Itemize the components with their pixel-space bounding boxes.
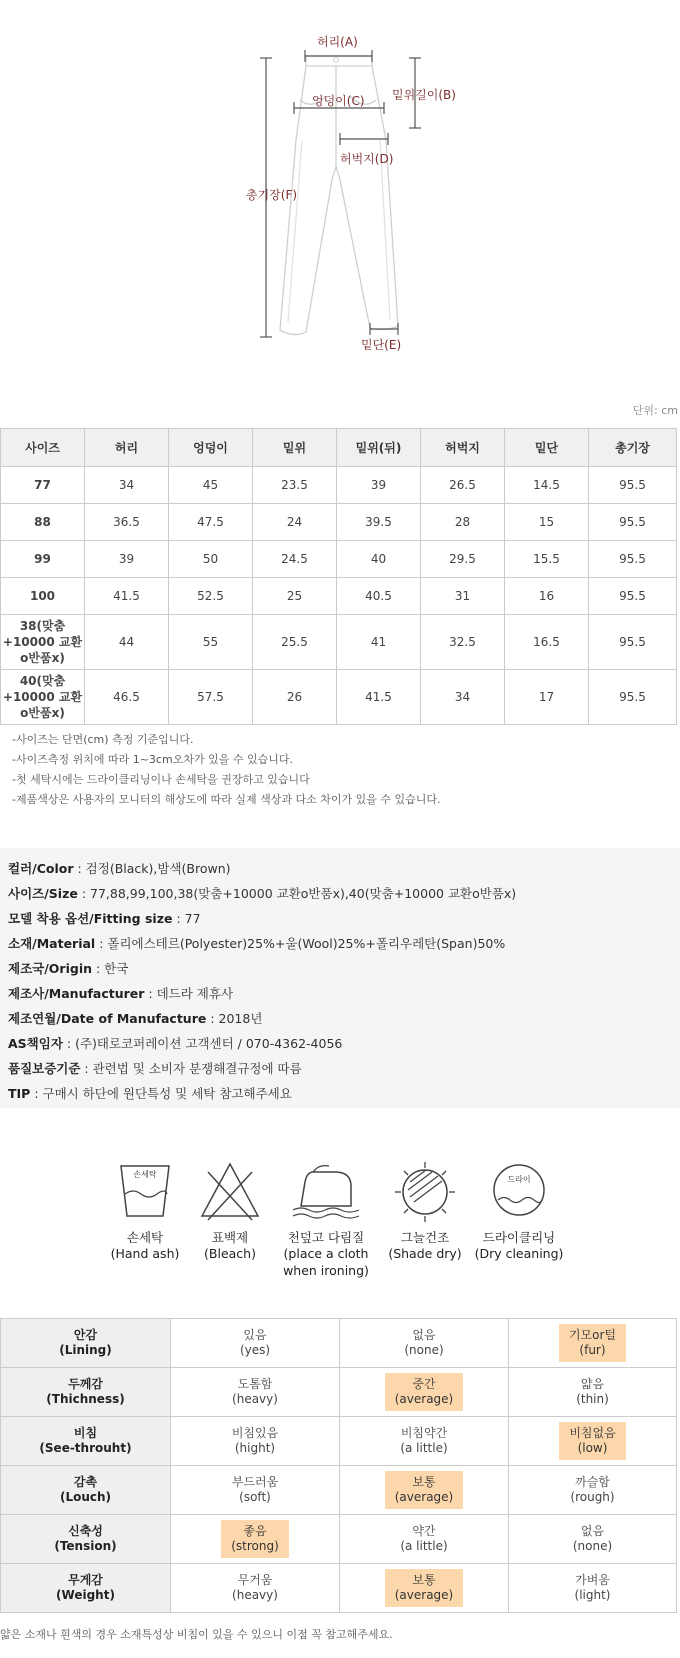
size-col-header: 총기장 bbox=[589, 429, 677, 467]
size-cell-value: 16.5 bbox=[505, 615, 589, 670]
option-en: (strong) bbox=[231, 1539, 279, 1553]
feature-option bbox=[509, 1564, 677, 1613]
feature-option-text bbox=[570, 1475, 614, 1504]
info-value: : 구매시 하단에 원단특성 및 세탁 참고해주세요 bbox=[30, 1086, 292, 1101]
size-cell-value: 50 bbox=[169, 541, 253, 578]
feature-option bbox=[509, 1417, 677, 1466]
option-ko: 비침없음 bbox=[569, 1426, 616, 1440]
feature-option-selected bbox=[385, 1373, 464, 1411]
care-label-en: (Shade dry) bbox=[388, 1246, 462, 1262]
size-cell-value: 23.5 bbox=[253, 467, 337, 504]
size-cell-value: 40 bbox=[337, 541, 421, 578]
feature-name-ko: 감촉 bbox=[73, 1475, 98, 1489]
size-cell-value: 14.5 bbox=[505, 467, 589, 504]
note-line: -첫 세탁시에는 드라이클리닝이나 손세탁을 권장하고 있습니다 bbox=[12, 773, 310, 786]
option-en: (rough) bbox=[570, 1490, 615, 1504]
option-ko: 얇음 bbox=[580, 1377, 605, 1391]
feature-option-text bbox=[576, 1377, 609, 1406]
feature-option-text bbox=[573, 1524, 612, 1553]
size-col-header: 허리 bbox=[85, 429, 169, 467]
feature-name-en: (Tension) bbox=[54, 1539, 117, 1553]
feature-option-selected bbox=[559, 1324, 626, 1362]
hip-label: 엉덩이(C) bbox=[312, 94, 365, 108]
option-en: (soft) bbox=[239, 1490, 271, 1504]
shade-dry-icon bbox=[392, 1160, 458, 1222]
feature-name-en: (Louch) bbox=[59, 1490, 112, 1504]
feature-option bbox=[171, 1466, 340, 1515]
option-ko: 중간 bbox=[412, 1377, 436, 1391]
info-key: 컬러/Color bbox=[8, 861, 74, 876]
feature-name-en: (Thichness) bbox=[46, 1392, 125, 1406]
option-ko: 기모or털 bbox=[568, 1328, 617, 1342]
size-row bbox=[1, 541, 677, 578]
info-key: 모델 착용 옵션/Fitting size bbox=[8, 911, 173, 926]
option-en: (low) bbox=[577, 1441, 608, 1455]
size-cell-value: 45 bbox=[169, 467, 253, 504]
feature-name bbox=[1, 1319, 171, 1368]
option-en: (light) bbox=[574, 1588, 611, 1602]
info-row bbox=[8, 856, 680, 881]
feature-option-selected bbox=[559, 1422, 625, 1460]
option-en: (fur) bbox=[579, 1343, 606, 1357]
care-label: 표백제 bbox=[211, 1230, 249, 1245]
option-en: (hight) bbox=[234, 1441, 276, 1455]
feature-name-ko: 신축성 bbox=[68, 1524, 103, 1538]
feature-name-ko: 두께감 bbox=[68, 1377, 103, 1391]
thigh-label: 허벅지(D) bbox=[340, 152, 394, 166]
feature-name-en: (Lining) bbox=[59, 1343, 112, 1357]
option-en: (a little) bbox=[400, 1539, 448, 1553]
feature-option-text bbox=[240, 1328, 270, 1357]
size-cell-value: 15 bbox=[505, 504, 589, 541]
option-ko: 까슬함 bbox=[575, 1475, 610, 1489]
option-ko: 비침약간 bbox=[400, 1426, 448, 1440]
size-notes bbox=[12, 730, 440, 810]
size-cell-value: 47.5 bbox=[169, 504, 253, 541]
size-cell-value: 16 bbox=[505, 578, 589, 615]
option-ko: 약간 bbox=[412, 1524, 436, 1538]
info-key: TIP bbox=[8, 1086, 31, 1101]
feature-option bbox=[509, 1515, 677, 1564]
size-cell-value: 46.5 bbox=[85, 670, 169, 725]
feature-name bbox=[1, 1515, 171, 1564]
size-cell-value: 95.5 bbox=[589, 467, 677, 504]
option-en: (heavy) bbox=[232, 1588, 278, 1602]
size-cell-value: 39 bbox=[85, 541, 169, 578]
size-cell-value: 44 bbox=[85, 615, 169, 670]
care-iron-cloth bbox=[281, 1160, 371, 1279]
size-diagram bbox=[0, 0, 680, 400]
option-ko: 도톰함 bbox=[237, 1377, 273, 1391]
care-label: 드라이클리닝 bbox=[482, 1230, 556, 1245]
info-value: : 77,88,99,100,38(맞춤+10000 교환o반품x),40(맞춤+10000 교환o반품x) bbox=[77, 886, 517, 901]
size-cell-value: 55 bbox=[169, 615, 253, 670]
option-en: (a little) bbox=[400, 1441, 448, 1455]
info-key: 제조사/Manufacturer bbox=[8, 986, 145, 1001]
care-label-en: (place a cloth bbox=[283, 1246, 369, 1262]
feature-row bbox=[1, 1368, 677, 1417]
size-cell-value: 26 bbox=[253, 670, 337, 725]
size-cell-value: 95.5 bbox=[589, 541, 677, 578]
size-cell-name: 77 bbox=[1, 467, 85, 504]
size-cell-value: 34 bbox=[421, 670, 505, 725]
info-row bbox=[8, 881, 680, 906]
option-en: (average) bbox=[394, 1588, 454, 1602]
option-ko: 비침있음 bbox=[231, 1426, 279, 1440]
size-cell-value: 36.5 bbox=[85, 504, 169, 541]
size-cell-value: 28 bbox=[421, 504, 505, 541]
feature-row bbox=[1, 1515, 677, 1564]
feature-option bbox=[171, 1368, 340, 1417]
feature-name bbox=[1, 1368, 171, 1417]
size-cell-value: 17 bbox=[505, 670, 589, 725]
feature-name bbox=[1, 1466, 171, 1515]
hem-label: 밑단(E) bbox=[361, 338, 402, 352]
size-col-header: 밑단 bbox=[505, 429, 589, 467]
info-row bbox=[8, 1031, 680, 1056]
size-cell-value: 41.5 bbox=[85, 578, 169, 615]
feature-name bbox=[1, 1564, 171, 1613]
feature-name-ko: 안감 bbox=[73, 1328, 98, 1342]
option-ko: 가벼움 bbox=[575, 1573, 610, 1587]
size-cell-value: 41 bbox=[337, 615, 421, 670]
feature-option bbox=[509, 1368, 677, 1417]
feature-name-en: (Weight) bbox=[56, 1588, 115, 1602]
info-key: 제조국/Origin bbox=[8, 961, 92, 976]
option-ko: 있음 bbox=[243, 1328, 267, 1342]
unit-label: 단위: cm bbox=[632, 404, 678, 417]
size-cell-value: 25 bbox=[253, 578, 337, 615]
feature-option-selected bbox=[385, 1569, 464, 1607]
care-shade-dry bbox=[380, 1160, 470, 1263]
info-key: AS책임자 bbox=[8, 1036, 63, 1051]
care-label-en: (Hand ash) bbox=[110, 1246, 180, 1262]
info-value: : 2018년 bbox=[206, 1011, 263, 1026]
feature-name-ko: 비침 bbox=[73, 1426, 98, 1440]
info-value: : 관련법 및 소비자 분쟁해결규정에 따름 bbox=[80, 1061, 302, 1076]
option-ko: 없음 bbox=[412, 1328, 436, 1342]
size-cell-value: 26.5 bbox=[421, 467, 505, 504]
feature-option-text bbox=[400, 1524, 447, 1553]
feature-option bbox=[340, 1564, 509, 1613]
info-key: 소재/Material bbox=[8, 936, 96, 951]
total-length-label: 총기장(F) bbox=[246, 188, 298, 202]
size-col-header: 허벅지 bbox=[421, 429, 505, 467]
feature-option bbox=[171, 1564, 340, 1613]
size-cell-value: 31 bbox=[421, 578, 505, 615]
no-bleach-icon bbox=[198, 1160, 262, 1222]
note-line: -사이즈측정 위치에 따라 1~3cm오차가 있을 수 있습니다. bbox=[12, 753, 293, 766]
info-row bbox=[8, 906, 680, 931]
care-label-en: (Bleach) bbox=[204, 1246, 256, 1262]
care-label: 손세탁 bbox=[126, 1230, 164, 1245]
feature-option bbox=[340, 1319, 509, 1368]
size-cell-value: 95.5 bbox=[589, 578, 677, 615]
option-ko: 부드러움 bbox=[231, 1475, 279, 1489]
feature-row bbox=[1, 1319, 677, 1368]
size-cell-value: 24.5 bbox=[253, 541, 337, 578]
iron-cloth-icon bbox=[289, 1160, 363, 1222]
size-cell-value: 34 bbox=[85, 467, 169, 504]
info-row bbox=[8, 956, 680, 981]
size-cell-value: 41.5 bbox=[337, 670, 421, 725]
note-line: -사이즈는 단면(cm) 측정 기준입니다. bbox=[12, 733, 194, 746]
care-label: 천덮고 다림질 bbox=[287, 1230, 365, 1245]
info-row bbox=[8, 981, 680, 1006]
feature-option-selected bbox=[221, 1520, 289, 1558]
option-ko: 없음 bbox=[580, 1524, 605, 1538]
option-ko: 보통 bbox=[412, 1573, 436, 1587]
size-cell-name: 100 bbox=[1, 578, 85, 615]
product-info-box bbox=[0, 848, 680, 1108]
size-table bbox=[0, 428, 677, 725]
info-row bbox=[8, 931, 680, 956]
fabric-feature-table bbox=[0, 1318, 677, 1613]
size-cell-value: 57.5 bbox=[169, 670, 253, 725]
feature-option-text bbox=[404, 1328, 443, 1357]
hand-wash-badge: 손세탁 bbox=[133, 1170, 157, 1179]
info-value: : 폴리에스테르(Polyester)25%+울(Wool)25%+폴리우레탄(Span)50% bbox=[95, 936, 506, 951]
size-table-header bbox=[1, 429, 677, 467]
feature-name-ko: 무게감 bbox=[68, 1573, 103, 1587]
size-col-header: 밑위(뒤) bbox=[337, 429, 421, 467]
option-en: (none) bbox=[572, 1539, 613, 1553]
info-value: : 77 bbox=[172, 911, 201, 926]
rise-label: 밑위길이(B) bbox=[392, 88, 456, 102]
option-ko: 무거움 bbox=[237, 1573, 273, 1587]
info-row bbox=[8, 1056, 680, 1081]
feature-row bbox=[1, 1564, 677, 1613]
feature-option-text bbox=[575, 1573, 611, 1602]
option-en: (thin) bbox=[576, 1392, 609, 1406]
feature-option bbox=[340, 1417, 509, 1466]
note-line: -제품색상은 사용자의 모니터의 해상도에 따라 실제 색상과 다소 차이가 있을 수 있습니다. bbox=[12, 793, 441, 806]
feature-option bbox=[340, 1466, 509, 1515]
pants-illustration bbox=[0, 0, 680, 400]
info-key: 품질보증기준 bbox=[8, 1061, 81, 1076]
size-row bbox=[1, 578, 677, 615]
option-ko: 보통 bbox=[412, 1475, 436, 1489]
option-en: (yes) bbox=[239, 1343, 271, 1357]
option-en: (average) bbox=[394, 1490, 454, 1504]
option-en: (heavy) bbox=[232, 1392, 278, 1406]
feature-option bbox=[171, 1417, 340, 1466]
info-value: : (주)태로코퍼레이션 고객센터 / 070-4362-4056 bbox=[62, 1036, 343, 1051]
info-value: : 데드라 제휴사 bbox=[144, 986, 234, 1001]
size-cell-value: 29.5 bbox=[421, 541, 505, 578]
size-cell-name: 99 bbox=[1, 541, 85, 578]
size-cell-value: 39.5 bbox=[337, 504, 421, 541]
size-row bbox=[1, 504, 677, 541]
care-hand-wash bbox=[100, 1160, 190, 1263]
size-cell-value: 32.5 bbox=[421, 615, 505, 670]
size-row bbox=[1, 615, 677, 670]
dry-cleaning-icon bbox=[488, 1160, 550, 1222]
size-cell-value: 40.5 bbox=[337, 578, 421, 615]
size-cell-value: 24 bbox=[253, 504, 337, 541]
feature-option-text bbox=[232, 1426, 278, 1455]
feature-option bbox=[171, 1319, 340, 1368]
feature-row bbox=[1, 1466, 677, 1515]
feature-option bbox=[509, 1319, 677, 1368]
size-cell-value: 39 bbox=[337, 467, 421, 504]
info-value: : 한국 bbox=[92, 961, 129, 976]
feature-name-en: (See-throuht) bbox=[39, 1441, 132, 1455]
care-label-en-2: when ironing) bbox=[283, 1262, 369, 1278]
care-label-en: (Dry cleaning) bbox=[474, 1246, 564, 1262]
size-cell-value: 15.5 bbox=[505, 541, 589, 578]
footer-note: 얇은 소재나 흰색의 경우 소재특성상 비침이 있을 수 있으니 이점 꼭 참고해주세요. bbox=[0, 1628, 393, 1641]
feature-name bbox=[1, 1417, 171, 1466]
size-row bbox=[1, 670, 677, 725]
care-no-bleach bbox=[185, 1160, 275, 1263]
feature-option bbox=[340, 1368, 509, 1417]
care-label: 그늘건조 bbox=[400, 1230, 450, 1245]
size-row bbox=[1, 467, 677, 504]
care-dry-cleaning bbox=[474, 1160, 564, 1263]
size-cell-value: 95.5 bbox=[589, 670, 677, 725]
info-key: 사이즈/Size bbox=[8, 886, 78, 901]
size-cell-value: 95.5 bbox=[589, 615, 677, 670]
size-cell-value: 95.5 bbox=[589, 504, 677, 541]
hand-wash-icon bbox=[115, 1160, 175, 1222]
feature-option bbox=[340, 1515, 509, 1564]
size-cell-name: 88 bbox=[1, 504, 85, 541]
size-cell-name: 40(맞춤+10000 교환o반품x) bbox=[1, 670, 85, 725]
waist-label: 허리(A) bbox=[317, 35, 358, 49]
feature-option-text bbox=[232, 1377, 278, 1406]
info-key: 제조연월/Date of Manufacture bbox=[8, 1011, 207, 1026]
size-cell-name: 38(맞춤+10000 교환o반품x) bbox=[1, 615, 85, 670]
feature-row bbox=[1, 1417, 677, 1466]
feature-option-text bbox=[232, 1573, 278, 1602]
size-cell-value: 52.5 bbox=[169, 578, 253, 615]
feature-option bbox=[509, 1466, 677, 1515]
feature-option-text bbox=[232, 1475, 278, 1504]
size-cell-value: 25.5 bbox=[253, 615, 337, 670]
option-en: (average) bbox=[394, 1392, 454, 1406]
size-col-header: 밑위 bbox=[253, 429, 337, 467]
feature-option-text bbox=[400, 1426, 447, 1455]
feature-option-selected bbox=[385, 1471, 464, 1509]
dry-cleaning-badge: 드라이 bbox=[507, 1175, 531, 1184]
feature-option bbox=[171, 1515, 340, 1564]
option-ko: 좋음 bbox=[243, 1524, 267, 1538]
size-col-header: 엉덩이 bbox=[169, 429, 253, 467]
info-row bbox=[8, 1006, 680, 1031]
info-row bbox=[8, 1081, 680, 1106]
size-col-header: 사이즈 bbox=[1, 429, 85, 467]
info-value: : 검정(Black),밤색(Brown) bbox=[73, 861, 231, 876]
option-en: (none) bbox=[404, 1343, 444, 1357]
